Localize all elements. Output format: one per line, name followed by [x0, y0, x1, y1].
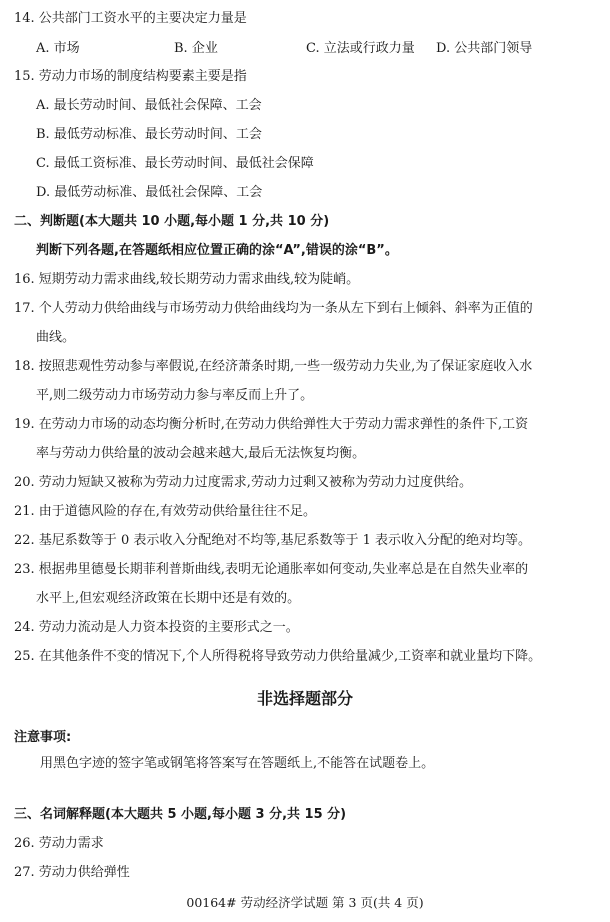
q27: 27. 劳动力供给弹性 — [14, 865, 130, 880]
q26: 26. 劳动力需求 — [14, 836, 104, 851]
q20: 20. 劳动力短缺又被称为劳动力过度需求,劳动力过剩又被称为劳动力过度供给。 — [14, 475, 472, 490]
q16: 16. 短期劳动力需求曲线,较长期劳动力需求曲线,较为陡峭。 — [14, 272, 360, 287]
section-3-title: 三、名词解释题(本大题共 5 小题,每小题 3 分,共 15 分) — [14, 807, 347, 822]
q15-option-c: C. 最低工资标准、最长劳动时间、最低社会保障 — [36, 156, 314, 171]
notice-label: 注意事项: — [14, 730, 72, 745]
page-footer: 00164# 劳动经济学试题 第 3 页(共 4 页) — [186, 895, 424, 910]
q15-option-b: B. 最低劳动标准、最长劳动时间、工会 — [36, 127, 262, 142]
q23-line2: 水平上,但宏观经济政策在长期中还是有效的。 — [36, 591, 301, 606]
q25: 25. 在其他条件不变的情况下,个人所得税将导致劳动力供给量减少,工资率和就业量均下降。 — [14, 649, 542, 664]
q21: 21. 由于道德风险的存在,有效劳动供给量往往不足。 — [14, 504, 316, 519]
q15-stem: 15. 劳动力市场的制度结构要素主要是指 — [14, 69, 247, 84]
q14-option-b: B. 企业 — [174, 41, 218, 56]
q17-line1: 17. 个人劳动力供给曲线与市场劳动力供给曲线均为一条从左下到右上倾斜、斜率为正值的 — [14, 301, 533, 316]
notice-text: 用黑色字迹的签字笔或钢笔将答案写在答题纸上,不能答在试题卷上。 — [40, 756, 435, 771]
q14-option-a: A. 市场 — [36, 41, 80, 56]
q14-option-c: C. 立法或行政力量 — [306, 41, 415, 56]
q15-option-a: A. 最长劳动时间、最低社会保障、工会 — [36, 98, 262, 113]
q18-line2: 平,则二级劳动力市场劳动力参与率反而上升了。 — [36, 388, 314, 403]
q14-option-d: D. 公共部门领导 — [436, 41, 533, 56]
q23-line1: 23. 根据弗里德曼长期菲利普斯曲线,表明无论通胀率如何变动,失业率总是在自然失业率的 — [14, 562, 529, 577]
q17-line2: 曲线。 — [36, 330, 76, 345]
nonchoice-heading: 非选择题部分 — [256, 689, 353, 708]
q18-line1: 18. 按照悲观性劳动参与率假说,在经济萧条时期,一些一级劳动力失业,为了保证家庭收入水 — [14, 359, 533, 374]
q24: 24. 劳动力流动是人力资本投资的主要形式之一。 — [14, 620, 299, 635]
q15-option-d: D. 最低劳动标准、最低社会保障、工会 — [36, 185, 263, 200]
q14-stem: 14. 公共部门工资水平的主要决定力量是 — [14, 11, 247, 26]
q22: 22. 基尼系数等于 0 表示收入分配绝对不均等,基尼系数等于 1 表示收入分配的绝对均等。 — [14, 533, 532, 548]
q19-line2: 率与劳动力供给量的波动会越来越大,最后无法恢复均衡。 — [36, 446, 366, 461]
section-2-title: 二、判断题(本大题共 10 小题,每小题 1 分,共 10 分) — [14, 214, 330, 229]
section-2-instruction: 判断下列各题,在答题纸相应位置正确的涂“A”,错误的涂“B”。 — [36, 243, 398, 258]
q19-line1: 19. 在劳动力市场的动态均衡分析时,在劳动力供给弹性大于劳动力需求弹性的条件下,工资 — [14, 417, 529, 432]
